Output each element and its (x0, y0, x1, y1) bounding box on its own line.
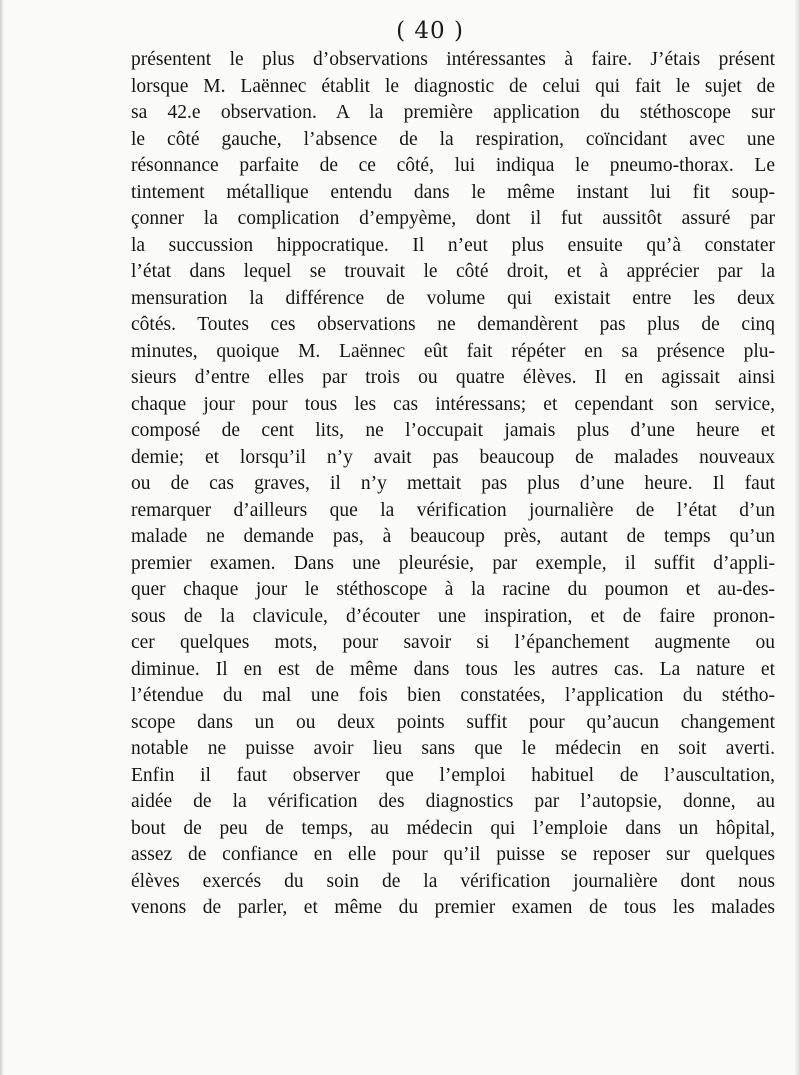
text-line: bout de peu de temps, au médecin qui l’emploie dans un hôpital, (131, 817, 775, 839)
text-line: mensuration la différence de volume qui existait entre les deux (131, 287, 775, 309)
text-line: venons de parler, et même du premier examen de tous les malades (131, 897, 775, 918)
text-line: notable ne puisse avoir lieu sans que le médecin en soit averti. (131, 738, 775, 759)
text-line: résonnance parfaite de ce côté, lui indiqua le pneumo-thorax. Le (131, 155, 775, 176)
text-line: scope dans un ou deux points suffit pour qu’aucun changement (131, 711, 775, 733)
text-line: côtés. Toutes ces observations ne demandèrent pas plus de cinq (131, 314, 775, 335)
text-line: composé de cent lits, ne l’occupait jamais plus d’une heure et (131, 420, 775, 441)
text-line: minutes, quoique M. Laënnec eût fait répéter en sa présence plu- (131, 340, 775, 362)
text-line: demie; et lorsqu’il n’y avait pas beaucoup de malades nouveaux (131, 446, 775, 468)
text-line: chaque jour pour tous les cas intéressans; et cependant son service, (131, 393, 775, 415)
text-line: sous de la clavicule, d’écouter une inspiration, et de faire pronon- (131, 605, 775, 627)
text-line: diminue. Il en est de même dans tous les autres cas. La nature et (131, 658, 775, 680)
text-line: çonner la complication d’empyème, dont il fut aussitôt assuré par (131, 208, 775, 229)
body-text (131, 47, 775, 922)
page-number: ( 40 ) (396, 18, 464, 44)
text-line: malade ne demande pas, à beaucoup près, autant de temps qu’un (131, 526, 775, 547)
text-line: premier examen. Dans une pleurésie, par exemple, il suffit d’appli- (131, 552, 775, 574)
text-line: cer quelques mots, pour savoir si l’épanchement augmente ou (131, 632, 775, 653)
page-right-edge-shadow (794, 0, 800, 1075)
text-line: présentent le plus d’observations intéressantes à faire. J’étais présent (131, 49, 775, 70)
text-line: tintement métallique entendu dans le même instant lui fit soup- (131, 181, 775, 203)
text-line: sa 42.e observation. A la première application du stéthoscope sur (131, 102, 775, 123)
text-line: remarquer d’ailleurs que la vérification journalière de l’état d’un (131, 499, 775, 521)
text-line: aidée de la vérification des diagnostics par l’autopsie, donne, au (131, 791, 775, 812)
text-line: assez de confiance en elle pour qu’il puisse se reposer sur quelques (131, 844, 775, 865)
text-line: sieurs d’entre elles par trois ou quatre élèves. Il en agissait ainsi (131, 367, 775, 388)
text-line: l’étendue du mal une fois bien constatées, l’application du stétho- (131, 685, 775, 706)
text-line: l’état dans lequel se trouvait le côté droit, et à apprécier par la (131, 261, 775, 282)
text-line: Enfin il faut observer que l’emploi habituel de l’auscultation, (131, 764, 775, 786)
text-line: ou de cas graves, il n’y mettait pas plus d’une heure. Il faut (131, 473, 775, 494)
text-line: élèves exercés du soin de la vérification journalière dont nous (131, 870, 775, 892)
page-left-edge-shadow (0, 0, 4, 1075)
text-line: le côté gauche, l’absence de la respiration, coïncidant avec une (131, 128, 775, 150)
text-line: lorsque M. Laënnec établit le diagnostic de celui qui fait le sujet de (131, 75, 775, 97)
text-line: la succussion hippocratique. Il n’eut plus ensuite qu’à constater (131, 234, 775, 256)
text-line: quer chaque jour le stéthoscope à la racine du poumon et au-des- (131, 579, 775, 600)
